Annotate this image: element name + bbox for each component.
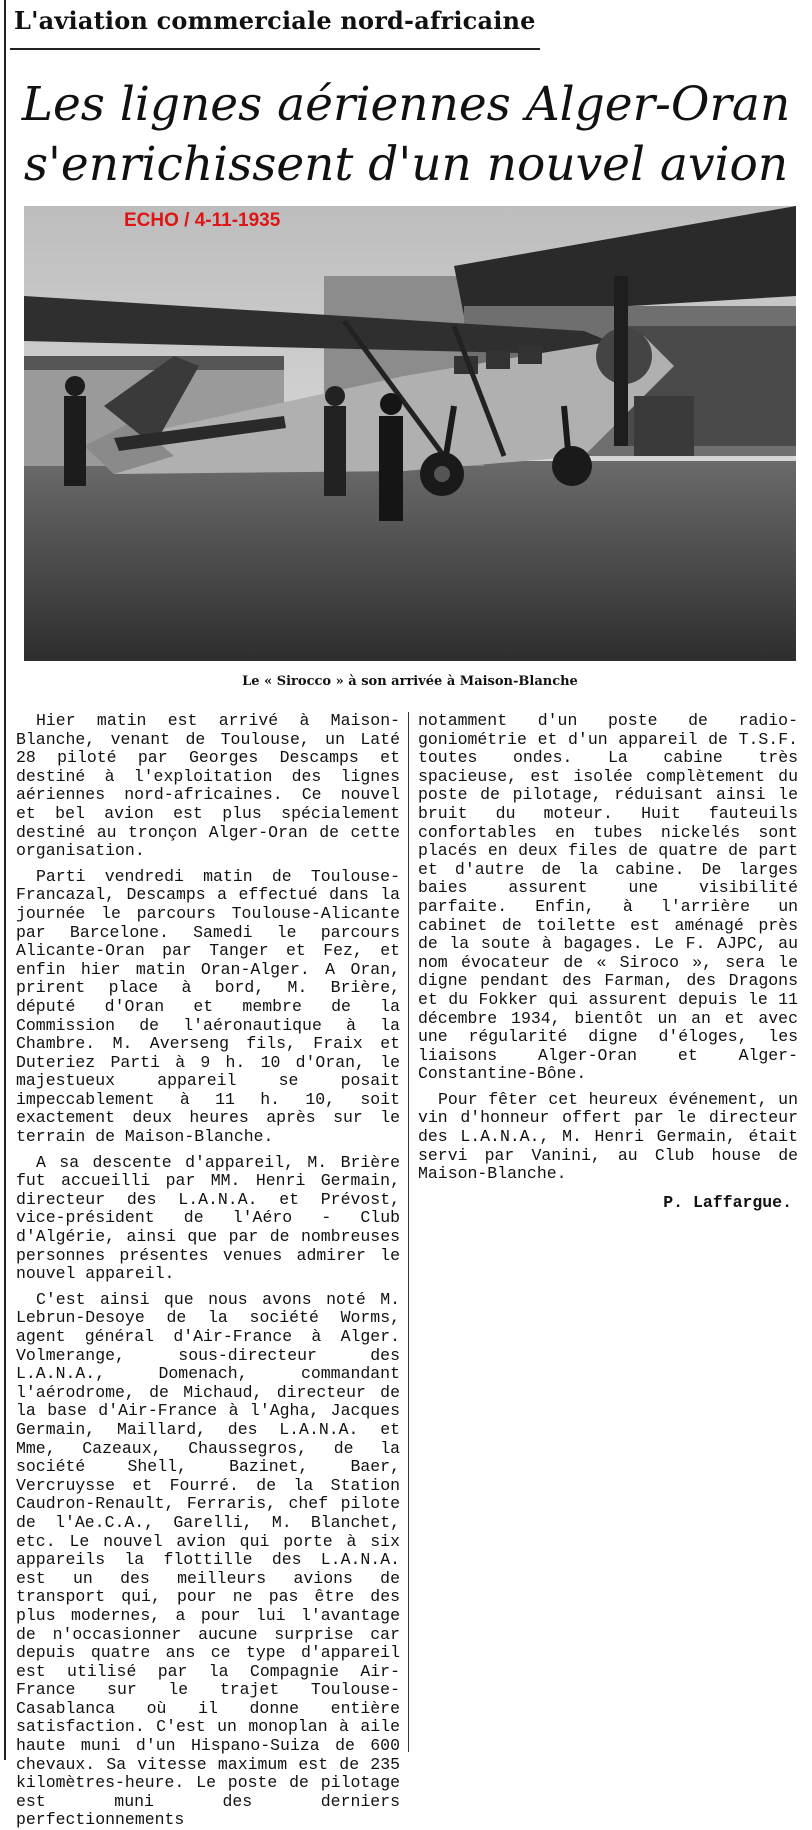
- section-kicker: L'aviation commerciale nord-africaine: [14, 6, 536, 35]
- paragraph: Hier matin est arrivé à Maison-Blanche, venant de Toulouse, un Laté 28 piloté par Georges Descamps et destiné à l'exploitation des lignes aériennes nord-africaines. Ce nouvel et bel avion est plus spécialement destiné au tronçon Alger-Oran de cette organisation.: [16, 711, 400, 861]
- headline-line-1: Les lignes aériennes Alger-Oran: [21, 77, 791, 132]
- left-border-rule: [4, 0, 6, 1760]
- paragraph: C'est ainsi que nous avons noté M. Lebrun-Desoye de la société Worms, agent général d'Air-France à Alger. Volmerange, sous-directeur des L.A.N.A., Domenach, commandant l'aérodrome, de Michaud, directeur de la base d'Air-France à l'Agha, Jacques Germain, Maillard, des L.A.N.A. et Mme, Cazeaux, Chaussegros, de la société Shell, Bazinet, Baer, Vercruysse et Fourré. de la Station Caudron-Renault, Ferraris, chef pilote de l'Ae.C.A., Garelli, M. Blanchet, etc. Le nouvel avion qui porte à six appareils la flottille des L.A.N.A. est un des meilleurs avions de transport qui, pour ne pas être des plus modernes, a pour lui l'avantage de n'occasionner aucune surprise car depuis quatre ans ce type d'appareil est utilisé par la Compagnie Air-France sur le trajet Toulouse-Casablanca où il donne entière satisfaction. C'est un monoplan à aile haute muni d'un Hispano-Suiza de 600 chevaux. Sa vitesse maximum est de 235 kilomètres-heure. Le poste de pilotage est muni des derniers perfectionnements: [16, 1289, 400, 1830]
- photo-caption: Le « Sirocco » à son arrivée à Maison-Blanche: [242, 674, 578, 689]
- column-divider: [408, 712, 409, 1752]
- paragraph: Parti vendredi matin de Toulouse-Francazal, Descamps a effectué dans la journée le parcours Toulouse-Alicante par Barcelone. Samedi le parcours Alicante-Oran par Tanger et Fez, et enfin hier matin Oran-Alger. A Oran, prirent place à bord, M. Brière, député d'Oran et membre de la Commission de l'aéronautique à la Chambre. M. Averseng fils, Fraix et Duteriez Parti à 9 h. 10 d'Oran, le majestueux appareil se posait impeccablement à 11 h. 10, soit exactement deux heures après sur le terrain de Maison-Blanche.: [16, 866, 400, 1147]
- paragraph: notamment d'un poste de radio-goniométrie et d'un appareil de T.S.F. toutes ondes. La cabine très spacieuse, est isolée complètement du poste de pilotage, réduisant ainsi le bruit du moteur. Huit fauteuils confortables en tubes nickelés sont placés en deux files de quatre de part et d'autre de la cabine. De larges baies assurent une visibilité parfaite. Enfin, à l'arrière un cabinet de toilette est aménagé près de la soute à bagages. Le F. AJPC, au nom évocateur de « Siroco », sera le digne pendant des Farman, des Dragons et du Fokker qui assurent depuis le 11 décembre 1934, bientôt un an et avec une régularité digne d'éloges, les liaisons Alger-Oran et Alger-Constantine-Bône.: [418, 711, 798, 1084]
- article-column-right: [418, 712, 798, 1212]
- airplane-photo-illustration: [24, 206, 796, 661]
- kicker-underline: [10, 48, 540, 50]
- archive-date-stamp: ECHO / 4-11-1935: [124, 210, 281, 231]
- author-signature: P. Laffargue.: [663, 1192, 792, 1212]
- paragraph: Pour fêter cet heureux événement, un vin d'honneur offert par le directeur des L.A.N.A., M. Henri Germain, était servi par Vanini, au Club house de Maison-Blanche.: [418, 1089, 798, 1184]
- paragraph: A sa descente d'appareil, M. Brière fut accueilli par MM. Henri Germain, directeur des L.A.N.A. et Prévost, vice-président de l'Aéro - Club d'Algérie, ainsi que par de nombreuses personnes présentes venues admirer le nouvel appareil.: [16, 1152, 400, 1284]
- airplane-photo: [24, 206, 796, 661]
- headline-line-2: s'enrichissent d'un nouvel avion: [23, 137, 789, 192]
- article-column-left: [16, 712, 400, 1830]
